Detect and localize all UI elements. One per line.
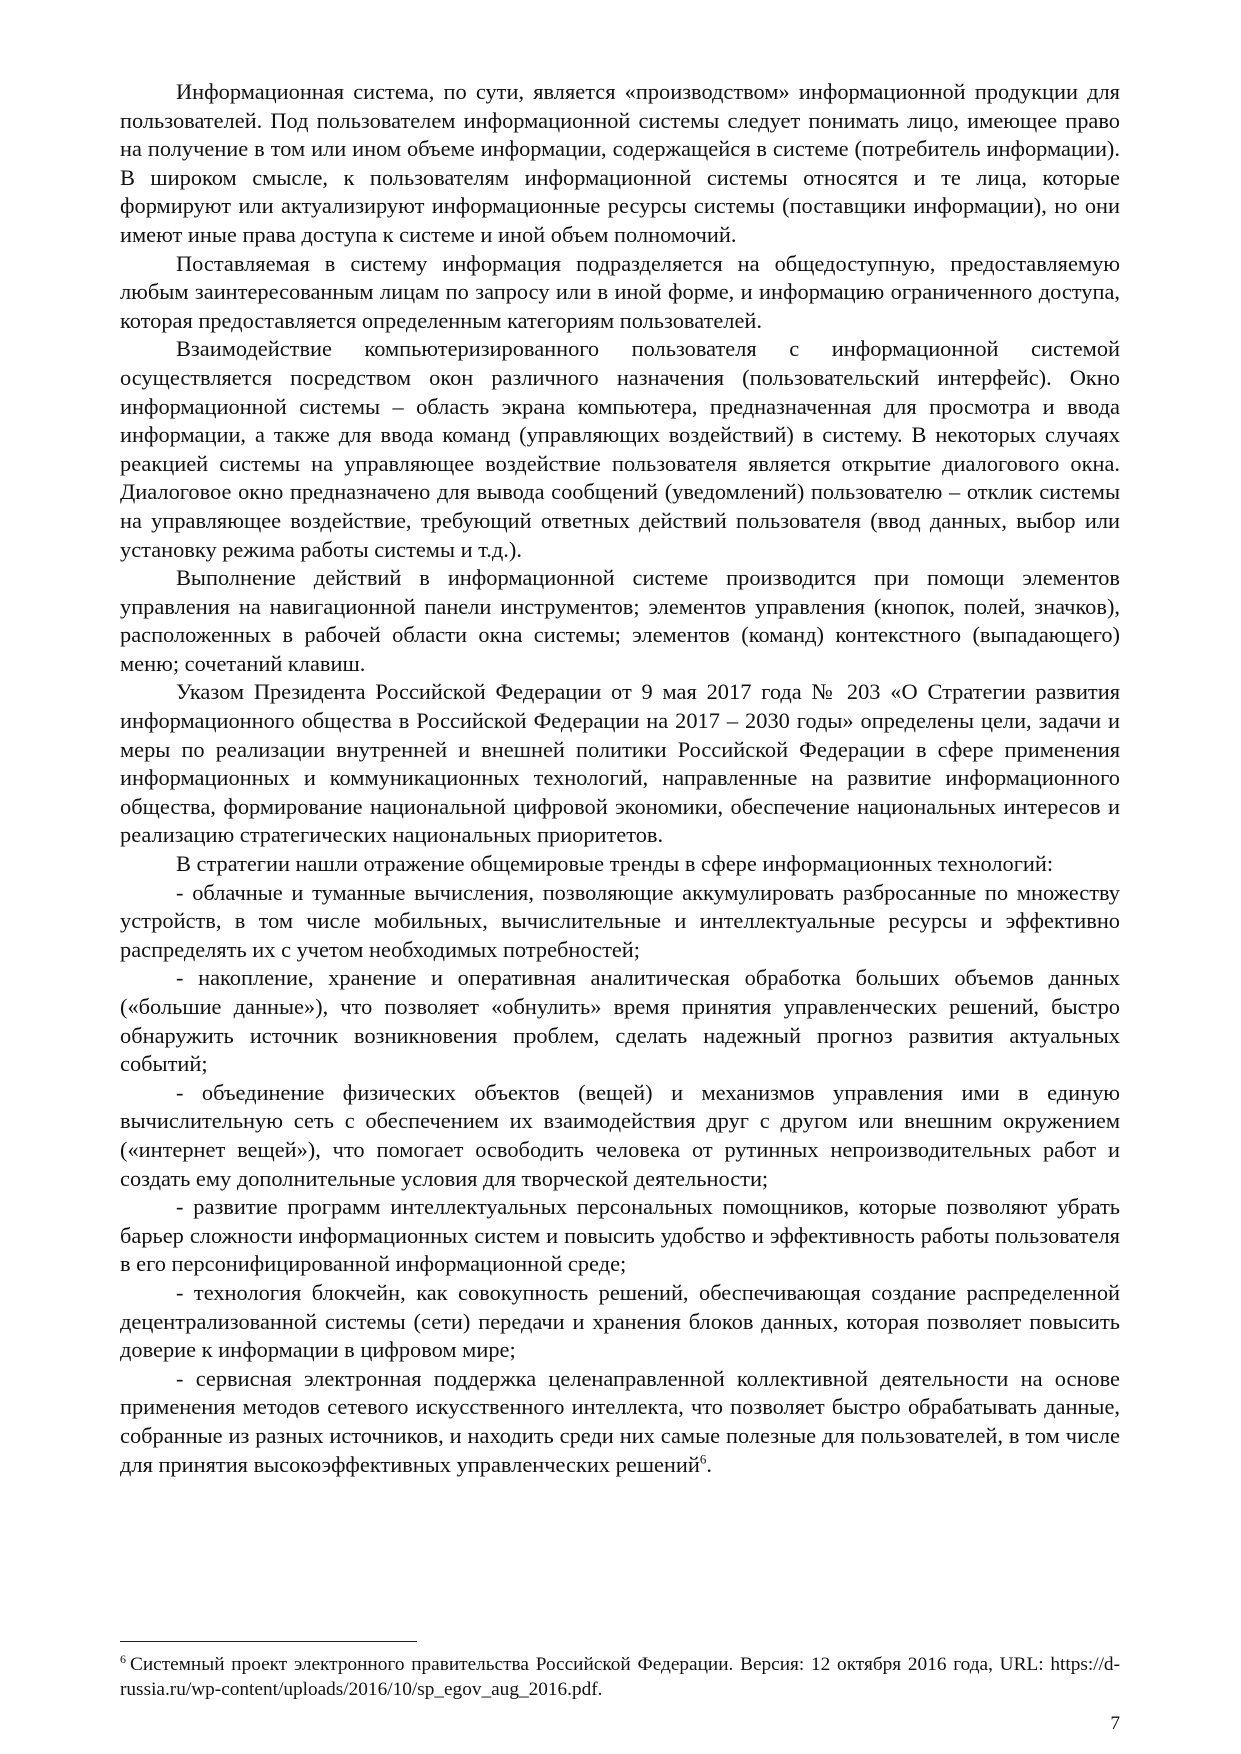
footnote-separator <box>120 1641 417 1642</box>
paragraph-strategy-trends: В стратегии нашли отражение общемировые тренды в сфере информационных технологий: <box>176 851 1054 877</box>
paragraph-end-period: . <box>706 1451 712 1477</box>
footnote-reference[interactable]: 6 <box>699 1451 707 1467</box>
list-item-personal-assistants: - развитие программ интеллектуальных персональных помощников, которые позволяют убрать барьер сложности информационных систем и повысить удобство и эффективность работы пользователя в его персонифицированной информационной среде; <box>120 1194 1120 1277</box>
paragraph-supplied-information: Поставляемая в систему информация подразделяется на общедоступную, предоставляемую любым заинтересованным лицам по запросу или в иной форме, и информацию ограниченного доступа, которая предоставляется определенным категориям пользователей. <box>120 250 1120 333</box>
document-body <box>120 78 1120 1479</box>
paragraph-information-system: Информационная система, по сути, является «производством» информационной продукции для пользователей. Под пользователем информационной системы следует понимать лицо, имеющее право на получение в том или ином объеме информации, содержащейся в системе (потребитель информации). В широком смысле, к пользователям информационной системы относятся и те лица, которые формируют или актуализируют информационные ресурсы системы (поставщики информации), но они имеют иные права доступа к системе и иной объем полномочий. <box>120 79 1120 247</box>
paragraph-controls: Выполнение действий в информационной системе производится при помощи элементов управления на навигационной панели инструментов; элементов управления (кнопок, полей, значков), расположенных в рабочей области окна системы; элементов (команд) контекстного (выпадающего) меню; сочетаний клавиш. <box>120 565 1120 676</box>
footnote-text: Системный проект электронного правительства Российской Федерации. Версия: 12 октября 2016 года, URL: https://d-russia.ru/wp-content/uploads/2016/10/sp_egov_aug_2016.pdf. <box>120 1654 1120 1700</box>
list-item-blockchain: - технология блокчейн, как совокупность решений, обеспечивающая создание распределенной децентрализованной системы (сети) передачи и хранения блоков данных, которая позволяет повысить доверие к информации в цифровом мире; <box>120 1279 1120 1363</box>
paragraph-presidential-decree: Указом Президента Российской Федерации от 9 мая 2017 года № 203 «О Стратегии развития информационного общества в Российской Федерации на 2017 – 2030 годы» определены цели, задачи и меры по реализации внутренней и внешней политики Российской Федерации в сфере применения информационных и коммуникационных технологий, направленные на развитие информационного общества, формирование национальной цифровой экономики, обеспечение национальных интересов и реализацию стратегических национальных приоритетов. <box>120 679 1120 848</box>
list-item-electronic-support-text: - сервисная электронная поддержка целенаправленной коллективной деятельности на основе применения методов сетевого искусственного интеллекта, что позволяет быстро обрабатывать данные, собранные из разных источников, и находить среди них самые полезные для пользователей, в том числе для принятия высокоэффективных управленческих решений <box>120 1365 1120 1477</box>
footnote <box>120 1652 1120 1702</box>
paragraph-user-interaction: Взаимодействие компьютеризированного пользователя с информационной системой осуществляется посредством окон различного назначения (пользовательский интерфейс). Окно информационной системы – область экрана компьютера, предназначенная для просмотра и ввода информации, а также для ввода команд (управляющих воздействий) в систему. В некоторых случаях реакцией системы на управляющее воздействие пользователя является открытие диалогового окна. Диалоговое окно предназначено для вывода сообщений (уведомлений) пользователю – отклик системы на управляющее воздействие, требующий ответных действий пользователя (ввод данных, выбор или установку режима работы системы и т.д.). <box>120 336 1120 562</box>
footnote-mark: 6 <box>120 1651 126 1666</box>
list-item-internet-of-things: - объединение физических объектов (вещей) и механизмов управления ими в единую вычислительную сеть с обеспечением их взаимодействия друг с другом или внешним окружением («интернет вещей»), что помогает освободить человека от рутинных непроизводительных работ и создать ему дополнительные условия для творческой деятельности; <box>120 1079 1120 1191</box>
page-number: 7 <box>1110 1713 1120 1734</box>
list-item-cloud-computing: - облачные и туманные вычисления, позволяющие аккумулировать разбросанные по множеству устройств, в том числе мобильных, вычислительные и интеллектуальные ресурсы и эффективно распределять их с учетом необходимых потребностей; <box>120 879 1120 962</box>
list-item-big-data: - накопление, хранение и оперативная аналитическая обработка больших объемов данных («большие данные»), что позволяет «обнулить» время принятия управленческих решений, быстро обнаружить источник возникновения проблем, сделать надежный прогноз развития актуальных событий; <box>120 965 1120 1077</box>
list-item-electronic-support <box>120 1365 1120 1479</box>
